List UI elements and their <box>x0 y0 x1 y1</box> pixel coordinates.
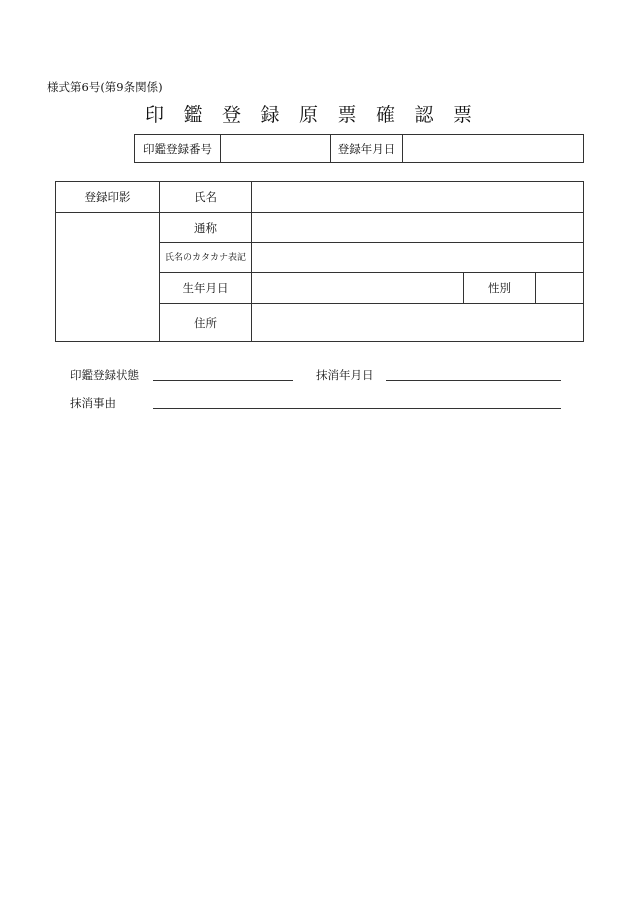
registration-number-field[interactable] <box>221 135 331 163</box>
alias-label: 通称 <box>160 213 252 243</box>
cancellation-reason-label: 抹消事由 <box>70 396 116 410</box>
seal-status-label: 印鑑登録状態 <box>70 368 139 382</box>
name-katakana-field[interactable] <box>252 243 584 273</box>
name-label: 氏名 <box>160 182 252 213</box>
birth-date-label: 生年月日 <box>160 273 252 304</box>
cancellation-date-field[interactable] <box>386 380 561 381</box>
name-field[interactable] <box>252 182 584 213</box>
document-title <box>145 103 492 127</box>
title-char: 原 <box>299 104 319 126</box>
title-char: 票 <box>337 104 357 126</box>
title-char: 登 <box>222 104 242 126</box>
seal-impression-area[interactable] <box>56 213 160 342</box>
title-char: 票 <box>453 104 473 126</box>
registration-number-label: 印鑑登録番号 <box>135 135 221 163</box>
alias-field[interactable] <box>252 213 584 243</box>
form-number-label: 様式第6号(第9条関係) <box>47 80 163 94</box>
name-katakana-label: 氏名のカタカナ表記 <box>160 243 252 273</box>
title-char: 確 <box>376 104 396 126</box>
gender-label: 性別 <box>464 273 536 304</box>
title-char: 鑑 <box>183 104 203 126</box>
seal-impression-label: 登録印影 <box>56 182 160 213</box>
cancellation-date-label: 抹消年月日 <box>316 368 374 382</box>
title-char: 認 <box>414 104 434 126</box>
birth-date-field[interactable] <box>252 273 464 304</box>
registration-date-field[interactable] <box>403 135 584 163</box>
address-label: 住所 <box>160 304 252 342</box>
registrant-table <box>55 181 584 342</box>
cancellation-reason-field[interactable] <box>153 408 561 409</box>
seal-status-field[interactable] <box>153 380 293 381</box>
title-char: 録 <box>260 104 280 126</box>
gender-field[interactable] <box>536 273 584 304</box>
title-char: 印 <box>145 104 165 126</box>
registration-table <box>134 134 584 163</box>
registration-date-label: 登録年月日 <box>331 135 403 163</box>
address-field[interactable] <box>252 304 584 342</box>
